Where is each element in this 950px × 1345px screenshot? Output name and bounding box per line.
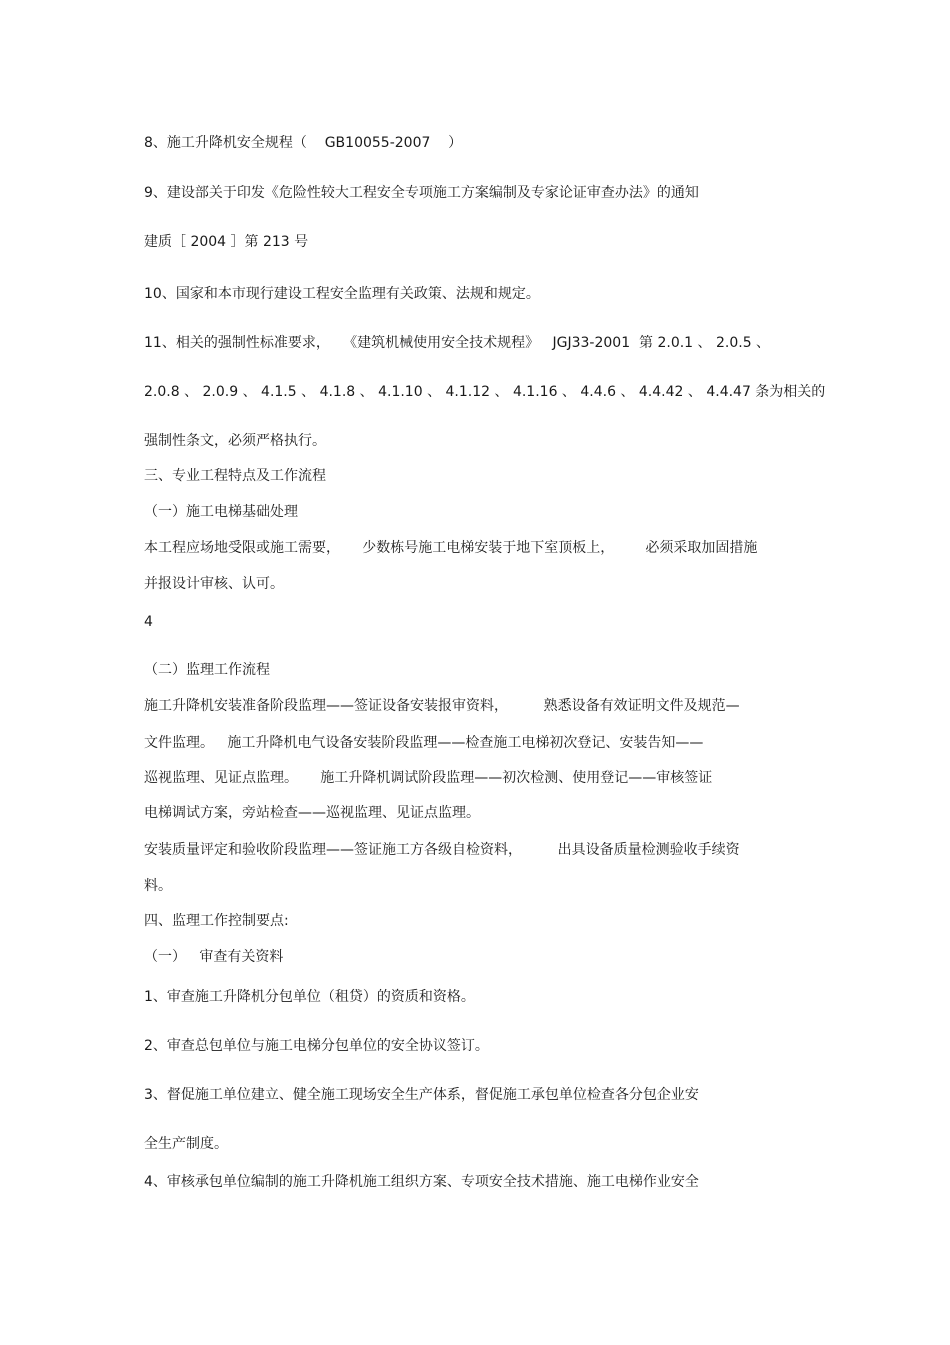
text-line: 施工升降机安装准备阶段监理——签证设备安装报审资料， 熟悉设备有效证明文件及规范—: [144, 698, 740, 714]
text-line: 4、审核承包单位编制的施工升降机施工组织方案、专项安全技术措施、施工电梯作业安全: [144, 1174, 699, 1190]
text-line: 11、相关的强制性标准要求， 《建筑机械使用安全技术规程》 JGJ33-2001 第 2.0.1 、 2.0.5 、: [144, 335, 771, 351]
text-line: 电梯调试方案，旁站检查——巡视监理、见证点监理。: [144, 805, 480, 821]
text-line: 安装质量评定和验收阶段监理——签证施工方各级自检资料， 出具设备质量检测验收手续资: [144, 842, 740, 858]
text-line: 2、审查总包单位与施工电梯分包单位的安全协议签订。: [144, 1038, 489, 1054]
text-line: 本工程应场地受限或施工需要， 少数栋号施工电梯安装于地下室顶板上， 必须采取加固措施: [144, 540, 758, 556]
section-heading: 四、监理工作控制要点:: [144, 913, 289, 929]
text-line: 3、督促施工单位建立、健全施工现场安全生产体系，督促施工承包单位检查各分包企业安: [144, 1087, 699, 1103]
page-number: 4: [144, 614, 153, 630]
text-line: 1、审查施工升降机分包单位（租贷）的资质和资格。: [144, 989, 475, 1005]
text-line: 料。: [144, 878, 172, 894]
text-line: 10、国家和本市现行建设工程安全监理有关政策、法规和规定。: [144, 286, 540, 302]
subsection-heading: （二）监理工作流程: [144, 662, 270, 678]
text-line: 9、建设部关于印发《危险性较大工程安全专项施工方案编制及专家论证审查办法》的通知: [144, 185, 699, 201]
text-line: 8、施工升降机安全规程（ GB10055-2007 ）: [144, 135, 463, 151]
section-heading: 三、专业工程特点及工作流程: [144, 468, 326, 484]
text-line: 建质［ 2004 ］第 213 号: [144, 234, 309, 250]
text-line: 全生产制度。: [144, 1136, 228, 1152]
text-line: 并报设计审核、认可。: [144, 576, 284, 592]
subsection-heading: （一）施工电梯基础处理: [144, 504, 298, 520]
text-line: 强制性条文，必须严格执行。: [144, 433, 326, 449]
text-line: 文件监理。 施工升降机电气设备安装阶段监理——检查施工电梯初次登记、安装告知——: [144, 735, 704, 751]
text-line: 巡视监理、见证点监理。 施工升降机调试阶段监理——初次检测、使用登记——审核签证: [144, 770, 713, 786]
subsection-heading: （一） 审查有关资料: [144, 949, 284, 965]
text-line: 2.0.8 、 2.0.9 、 4.1.5 、 4.1.8 、 4.1.10 、 4.1.12 、 4.1.16 、 4.4.6 、 4.4.42 、 4.4.47 条为相关的: [144, 384, 826, 400]
